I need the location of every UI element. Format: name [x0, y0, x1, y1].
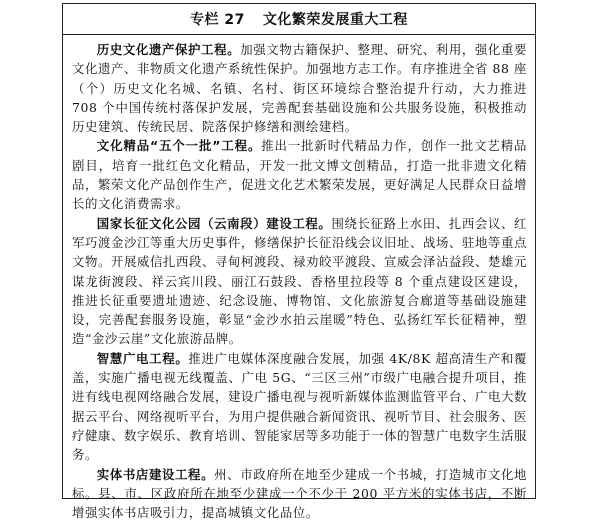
paragraph-long-march-park	[72, 214, 527, 349]
paragraph-heading: 实体书店建设工程。	[96, 466, 215, 482]
paragraph-text: 围绕长征路上水田、扎西会议、红军巧渡金沙江等重大历史事件，修缮保护长征沿线会议旧址、战场、驻地等重点文物。开展威信扎西段、寻甸柯渡段、禄劝皎平渡段、宣威会泽沾益段、楚雄元谋龙街渡段、祥云宾川段、丽江石鼓段、香格里拉段等 8 个重点建设区建设，推进长征重要遗址遗迹、纪念设施、博物馆、文化旅游复合廊道等基础设施建设，完善配套服务设施，彰显“金沙水拍云崖暖”特色、弘扬红军长征精神，塑造“金沙云崖”文化旅游品牌。	[72, 215, 527, 347]
paragraph-heading: 文化精品“五个一批”工程。	[96, 138, 262, 154]
paragraph-text: 推进广电媒体深度融合发展，加强 4K/8K 超高清生产和覆盖，实施广播电视无线覆盖、广电 5G、“三区三州”市级广电融合提升项目，推进有线电视网络融合发展，建设广播电视与视听新媒体监测监管平台、广电大数据云平台、网络视听平台，为用户提供融合新闻资讯、视听节目、社会服务、医疗健康、数字娱乐、教育培训、智能家居等多功能于一体的智慧广电数字生活服务。	[72, 350, 527, 463]
special-column-box	[62, 3, 536, 521]
paragraph-text: 加强文物古籍保护、整理、研究、利用，强化重要文化遗产、非物质文化遗产系统性保护。加强地方志工作。有序推进全省 88 座（个）历史文化名城、名镇、名村、街区环境综合整治提升行动，大力推进 708 个中国传统村落保护发展，完善配套基础设施和公共服务设施，积极推动历史建筑、传统民居、院落保护修缮和测绘建档。	[72, 42, 527, 135]
box-content	[63, 35, 535, 522]
box-title: 文化繁荣发展重大工程	[262, 12, 408, 28]
paragraph-text: 推出一批新时代精品力作，创作一批文艺精品剧目，培育一批红色文化精品，开发一批文博文创精品，打造一批非遗文化精品，繁荣文化产品创作生产，促进文化艺术繁荣发展，更好满足人民群众日益增长的文化消费需求。	[72, 138, 527, 212]
paragraph-heading: 智慧广电工程。	[96, 350, 189, 366]
paragraph-heading: 国家长征文化公园（云南段）建设工程。	[96, 215, 332, 231]
column-number: 专栏 27	[190, 12, 245, 28]
box-title-bar	[63, 4, 535, 35]
paragraph-heading: 历史文化遗产保护工程。	[96, 42, 241, 57]
paragraph-smart-broadcasting	[72, 349, 527, 465]
paragraph-heritage-protection	[72, 40, 527, 136]
paragraph-bookstores	[72, 465, 527, 522]
paragraph-text: 州、市政府所在地至少建成一个书城，打造城市文化地标。县、市、区政府所在地至少建成一个不少于 200 平方米的实体书店，不断增强实体书店吸引力，提高城镇文化品位。	[72, 466, 527, 521]
paragraph-cultural-masterpieces	[72, 136, 527, 213]
